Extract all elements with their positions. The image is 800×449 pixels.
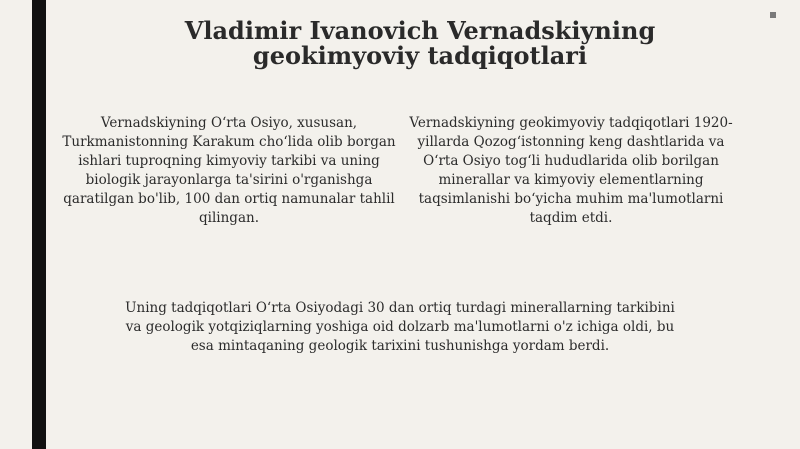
accent-bar [32, 0, 46, 449]
paragraph-kazakhstan: Vernadskiyning geokimyoviy tadqiqotlari 1920-yillarda Qozog‘istonning keng dashtlarida va O‘rta Osiyo tog‘li hududlarida olib borilgan minerallar va kimyoviy elementlarning taqsimlanishi bo‘yicha muhim ma'lumotlarni taqdim etdi. [409, 115, 733, 226]
corner-square-marker [770, 12, 776, 18]
paragraph-karakum: Vernadskiyning O‘rta Osiyo, xususan, Turkmanistonning Karakum cho‘lida olib borgan ishlari tuproqning kimyoviy tarkibi va uning biologik jarayonlarga ta'sirini o'rganishga qaratilgan bo'lib, 100 dan ortiq namunalar tahlil qilingan. [62, 115, 396, 226]
paragraph-minerals: Uning tadqiqotlari O‘rta Osiyodagi 30 dan ortiq turdagi minerallarning tarkibini va geologik yotqiziqlarning yoshiga oid dolzarb ma'lumotlarni o'z ichiga oldi, bu esa mintaqaning geologik tarixini tushunishga yordam berdi. [125, 300, 675, 354]
slide-title: Vladimir Ivanovich Vernadskiyning geokimyoviy tadqiqotlari [184, 16, 656, 70]
